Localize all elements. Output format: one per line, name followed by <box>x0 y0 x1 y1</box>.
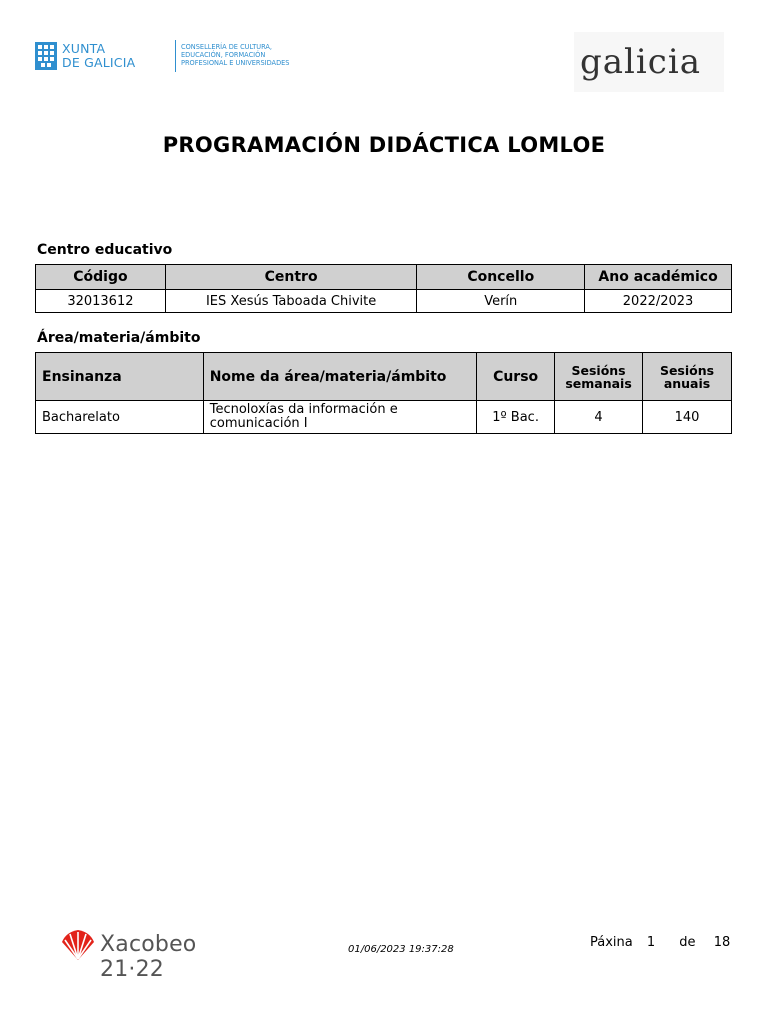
centro-section-label: Centro educativo <box>37 242 173 258</box>
col-header: Concello <box>417 265 585 290</box>
xunta-name <box>62 42 135 70</box>
area-table <box>35 352 732 434</box>
dept-line-1: CONSELLERÍA DE CULTURA, <box>181 43 273 51</box>
cell-semanais: 4 <box>555 401 643 434</box>
col-header: Ano académico <box>585 265 732 290</box>
print-timestamp: 01/06/2023 19:37:28 <box>348 944 454 955</box>
col-header: Código <box>36 265 166 290</box>
page-indicator <box>590 935 730 950</box>
galicia-logo <box>574 32 724 92</box>
cell-materia: Tecnoloxías da información e comunicación I <box>203 401 476 434</box>
page-total: 18 <box>713 935 731 950</box>
cell-ano: 2022/2023 <box>585 290 732 313</box>
col-header: Curso <box>477 353 555 401</box>
cell-concello: Verín <box>417 290 585 313</box>
col-header: Sesións semanais <box>555 353 643 401</box>
department-name <box>181 43 316 67</box>
dept-line-3: PROFESIONAL E UNIVERSIDADES <box>181 59 290 67</box>
xunta-logo <box>35 40 290 74</box>
dept-line-2: EDUCACIÓN, FORMACIÓN <box>181 51 266 59</box>
col-header: Nome da área/materia/ámbito <box>203 353 476 401</box>
xunta-emblem-icon <box>35 42 57 70</box>
table-row <box>36 401 732 434</box>
logo-divider <box>175 40 176 72</box>
xacobeo-logo <box>60 928 260 982</box>
xunta-line-1: XUNTA <box>62 41 106 56</box>
cell-centro: IES Xesús Taboada Chivite <box>165 290 417 313</box>
scallop-shell-icon <box>60 928 96 962</box>
page-current: 1 <box>646 935 656 950</box>
col-header: Centro <box>165 265 417 290</box>
col-header: Ensinanza <box>36 353 204 401</box>
col-header: Sesións anuais <box>643 353 732 401</box>
xunta-line-2: DE GALICIA <box>62 55 136 70</box>
table-row <box>36 290 732 313</box>
page-label: Páxina <box>590 935 633 950</box>
xacobeo-wordmark: Xacobeo 21·22 <box>100 932 197 982</box>
area-header-row <box>36 353 732 401</box>
centro-header-row <box>36 265 732 290</box>
page-of: de <box>679 935 696 950</box>
cell-codigo: 32013612 <box>36 290 166 313</box>
cell-curso: 1º Bac. <box>477 401 555 434</box>
cell-ensinanza: Bacharelato <box>36 401 204 434</box>
centro-table <box>35 264 732 313</box>
area-section-label: Área/materia/ámbito <box>37 330 201 346</box>
cell-anuais: 140 <box>643 401 732 434</box>
galicia-wordmark: galicia <box>580 42 701 82</box>
page-title: PROGRAMACIÓN DIDÁCTICA LOMLOE <box>162 133 606 157</box>
